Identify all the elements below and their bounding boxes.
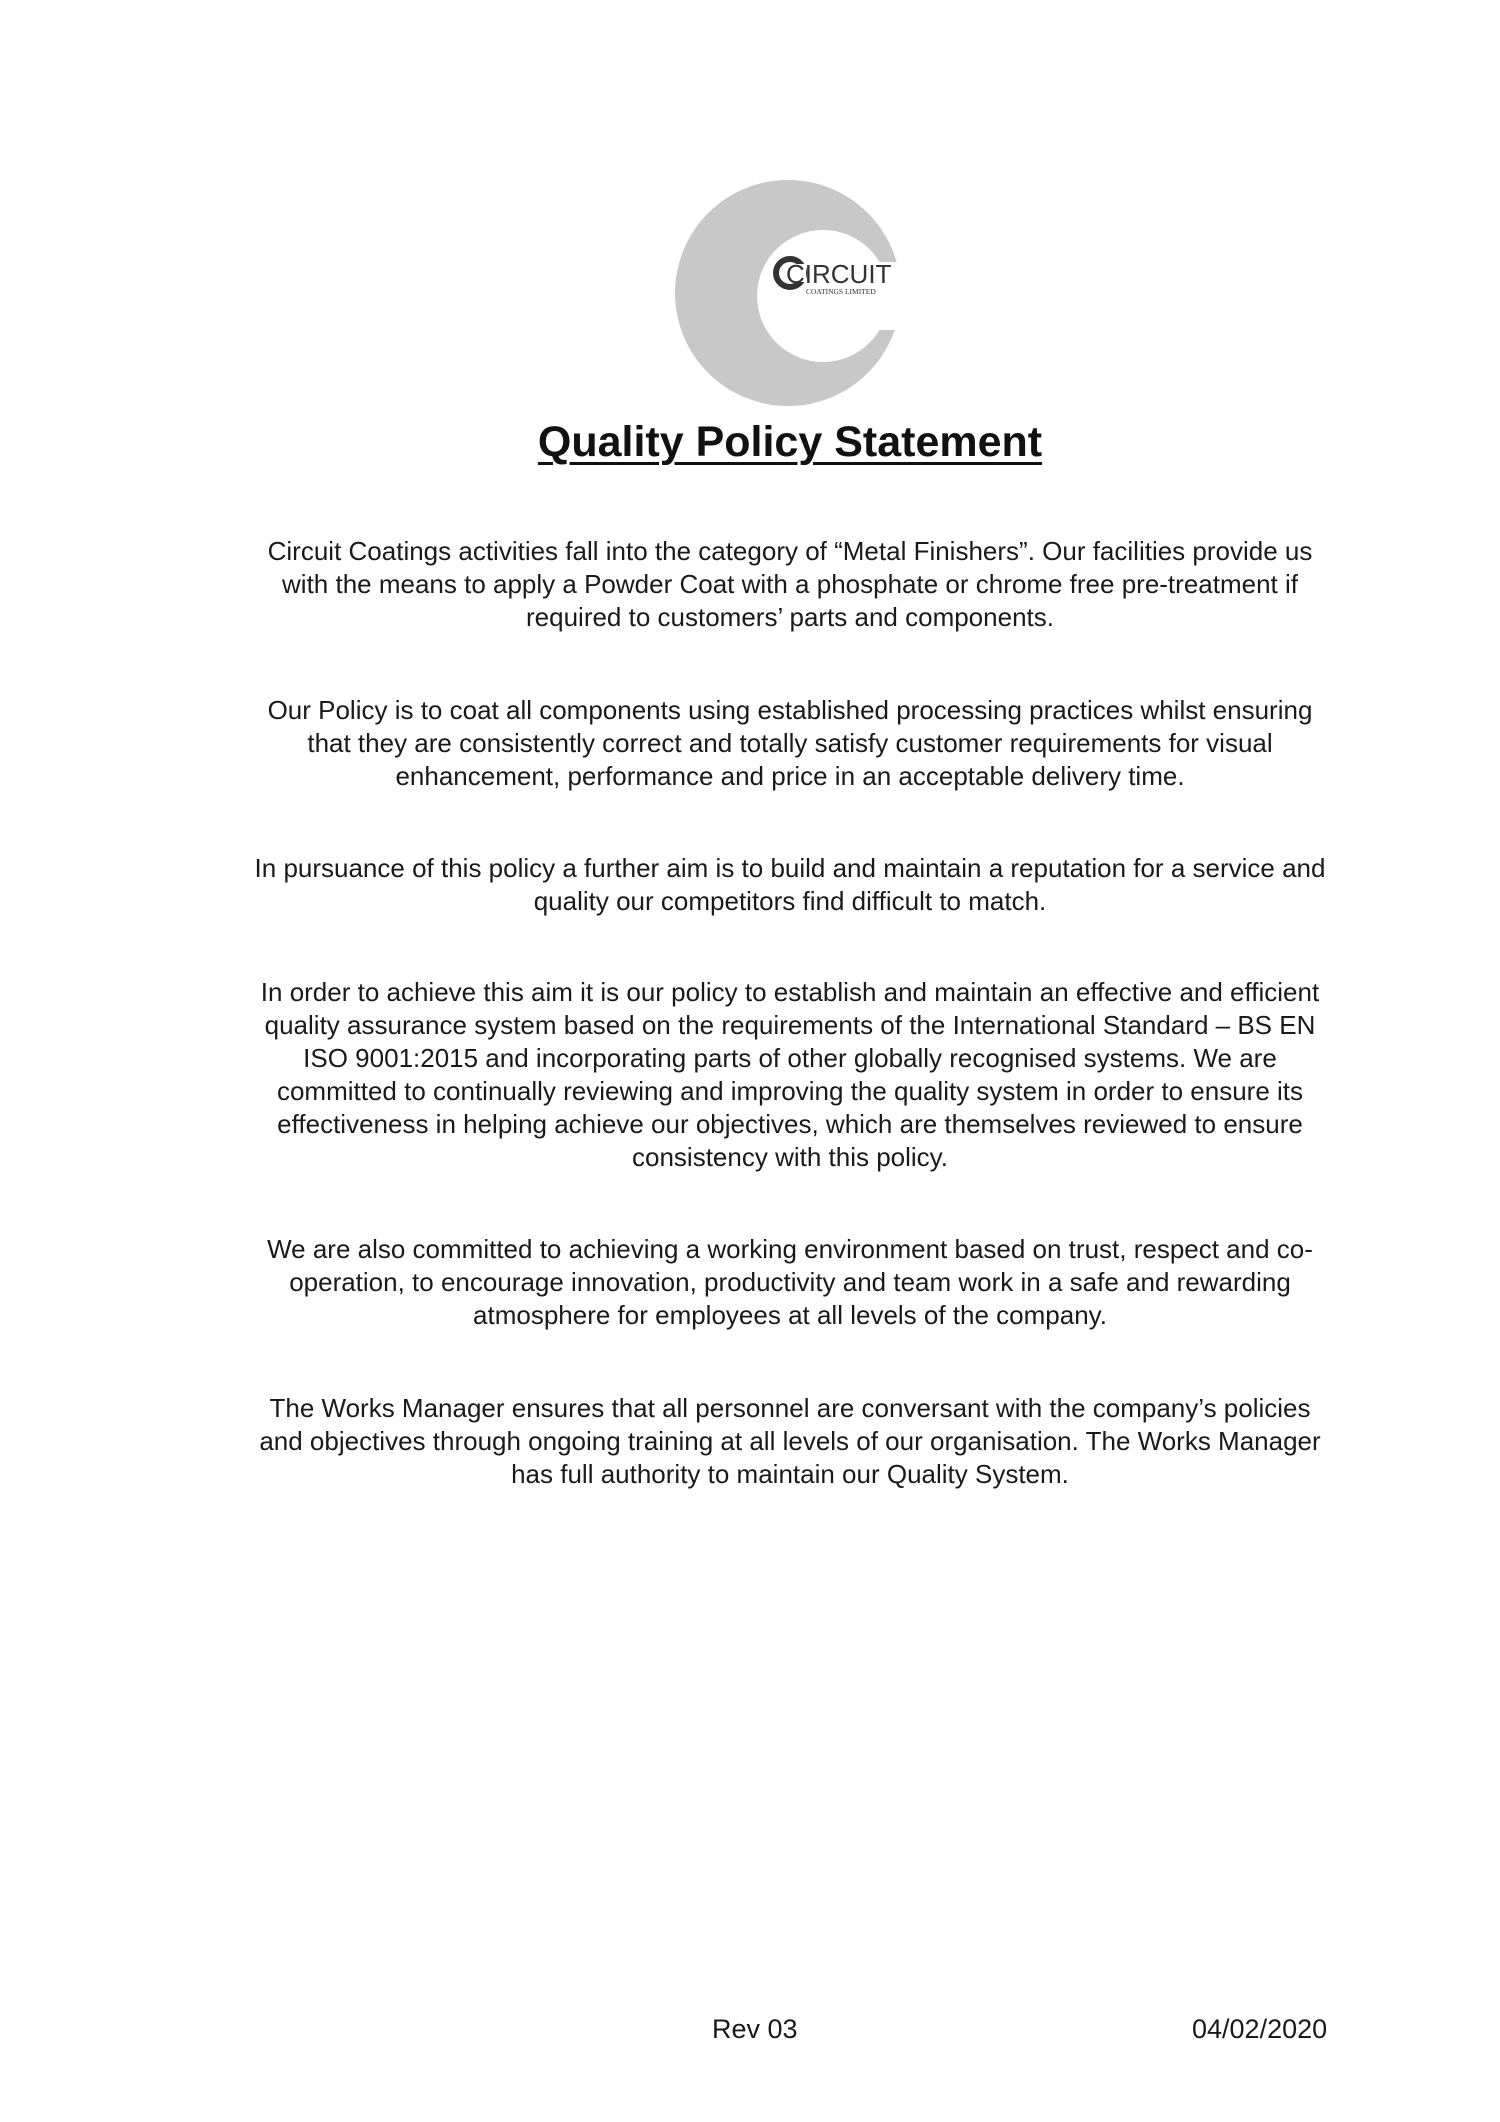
paragraph: We are also committed to achieving a working environment based on trust, respect and co-operation, to encourage innovation, productivity and team work in a safe and rewarding atmosphere for employees at all levels of the company.	[267, 1234, 1313, 1330]
logo-brand-text: CIRCUIT	[786, 259, 892, 289]
company-logo	[673, 178, 903, 408]
paragraph: Circuit Coatings activities fall into the category of “Metal Finishers”. Our facilities provide us with the means to apply a Powder Coat with a phosphate or chrome free pre-treatment if required to customers’ parts and components.	[267, 536, 1313, 632]
page-title: Quality Policy Statement	[537, 418, 1043, 466]
paragraph: In pursuance of this policy a further aim is to build and maintain a reputation for a service and quality our competitors find difficult to match.	[254, 853, 1326, 916]
revision-date: 04/02/2020	[1192, 2014, 1328, 2044]
paragraph: Our Policy is to coat all components using established processing practices whilst ensuring that they are consistently correct and totally satisfy customer requirements for visual enhancement, performance and price in an acceptable delivery time.	[267, 695, 1313, 791]
logo-sub-text: COATINGS LIMITED	[806, 287, 876, 296]
revision-label: Rev 03	[712, 2014, 798, 2044]
paragraph: In order to achieve this aim it is our policy to establish and maintain an effective and efficient quality assurance system based on the requirements of the International Standard – BS EN ISO 9001:2015 and incorporating parts of other globally recognised systems. We are committed to continually reviewing and improving the quality system in order to ensure its effectiveness in helping achieve our objectives, which are themselves reviewed to ensure consistency with this policy.	[260, 977, 1320, 1172]
circuit-coatings-logo-icon	[673, 178, 903, 408]
paragraph: The Works Manager ensures that all personnel are conversant with the company’s policies and objectives through ongoing training at all levels of our organisation. The Works Manager has full authority to maintain our Quality System.	[259, 1393, 1321, 1489]
